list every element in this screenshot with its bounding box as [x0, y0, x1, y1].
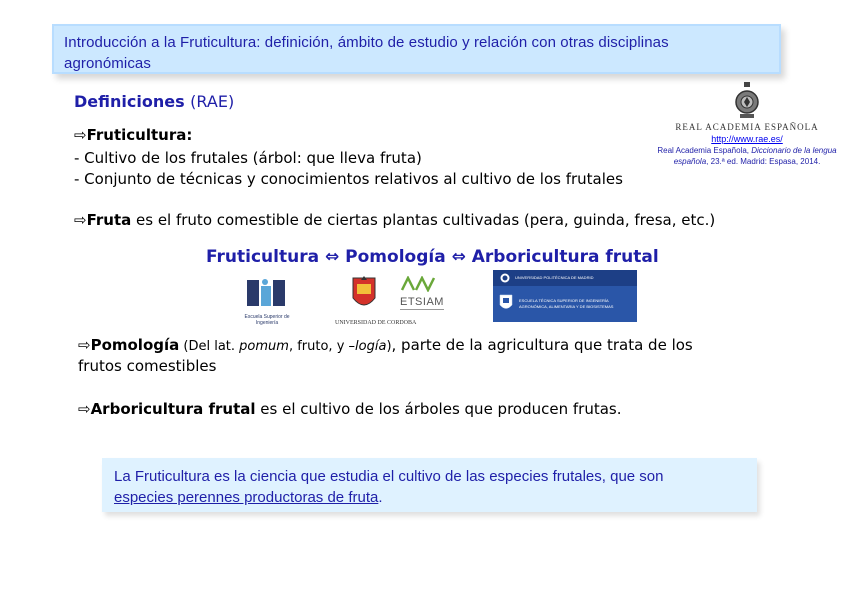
- arboricultura-definition: [78, 400, 622, 418]
- uco-logo: [335, 276, 417, 328]
- summary-box: [102, 458, 757, 512]
- pomologia-text-1: , parte de la agricultura que trata de los: [391, 336, 693, 354]
- upm-crest-icon: [499, 294, 513, 312]
- etsiam-logo: [400, 276, 456, 320]
- uco-logo-label: UNIVERSIDAD DE CORDOBA: [335, 320, 417, 326]
- etsiam-subtext: [400, 309, 444, 316]
- etsiam-label: ETSIAM: [400, 296, 444, 308]
- title-box: [52, 24, 781, 74]
- arrow-icon: ⇨: [74, 211, 87, 229]
- fruticultura-label: Fruticultura:: [86, 126, 193, 144]
- rae-panel: [652, 82, 842, 167]
- rae-name: REAL ACADEMIA ESPAÑOLA: [675, 122, 819, 132]
- title-line-2: agronómicas: [64, 55, 151, 72]
- relation-pomologia: Pomología: [345, 247, 446, 267]
- relation-arboricultura: Arboricultura frutal: [471, 247, 659, 267]
- relation-fruticultura: Fruticultura: [206, 247, 320, 267]
- definitions-heading: [74, 92, 234, 111]
- arrow-icon: ⇨: [74, 126, 87, 144]
- arrow-icon: ⇨: [78, 400, 91, 418]
- page-title: [64, 32, 769, 74]
- upm-line-1: UNIVERSIDAD POLITÉCNICA DE MADRID: [515, 275, 594, 280]
- upm-logo: [493, 270, 637, 322]
- esi-logo-icon: [243, 276, 291, 310]
- double-arrow-icon: ⇔: [324, 247, 340, 267]
- esi-logo: [243, 276, 291, 326]
- fruta-text: es el fruto comestible de ciertas plantas cultivadas (pera, guinda, fresa, etc.): [131, 211, 716, 229]
- rae-cite-post: , 23.ª ed. Madrid: Espasa, 2014.: [706, 157, 821, 166]
- arboricultura-label: Arboricultura frutal: [90, 400, 256, 418]
- arboricultura-text: es el cultivo de los árboles que producen frutas.: [255, 400, 622, 418]
- esi-logo-label: Escuela Superior de Ingeniería: [244, 314, 290, 326]
- pomologia-etym-pomum: pomum: [239, 339, 289, 354]
- fruta-definition: [74, 211, 715, 229]
- pomologia-text-2: frutos comestibles: [78, 357, 217, 375]
- rae-crest-icon: [734, 82, 760, 120]
- summary-line-1: La Fruticultura es la ciencia que estudia el cultivo de las especies frutales, que son: [114, 468, 664, 485]
- definitions-suffix: (RAE): [190, 92, 235, 111]
- relation-line: [206, 247, 659, 267]
- rae-link[interactable]: http://www.rae.es/: [711, 134, 783, 144]
- definitions-label: Definiciones: [74, 92, 185, 111]
- fruticultura-def-1: - Cultivo de los frutales (árbol: que lleva fruta): [74, 149, 422, 167]
- pomologia-label: Pomología: [90, 336, 180, 354]
- etsiam-mark-icon: [400, 276, 440, 292]
- double-arrow-icon: ⇔: [451, 247, 466, 267]
- uco-crest-icon: [335, 276, 393, 316]
- pomologia-etym-logia: –logía: [348, 339, 387, 354]
- rae-citation: [652, 145, 842, 167]
- upm-line-2: ESCUELA TÉCNICA SUPERIOR DE INGENIERÍA: [519, 298, 609, 303]
- summary-text: [114, 466, 745, 508]
- pomologia-etym-open: (Del lat.: [179, 339, 240, 354]
- rae-cite-italic: Diccionario de la lengua española: [673, 146, 837, 166]
- pomologia-definition: [78, 336, 693, 354]
- rae-cite-pre: Real Academia Española,: [657, 146, 752, 155]
- upm-text: [519, 298, 613, 310]
- fruticultura-def-2: - Conjunto de técnicas y conocimientos relativos al cultivo de los frutales: [74, 170, 623, 188]
- pomologia-etym-close: ): [386, 339, 392, 354]
- summary-period: .: [378, 489, 383, 506]
- upm-line-3: AGRONÓMICA, ALIMENTARIA Y DE BIOSISTEMAS: [519, 304, 614, 309]
- arrow-icon: ⇨: [78, 336, 91, 354]
- upm-seal-icon: [500, 273, 510, 283]
- summary-underlined: especies perennes productoras de fruta: [114, 489, 379, 506]
- pomologia-etym-mid: , fruto, y: [288, 339, 349, 354]
- fruticultura-term: [74, 126, 192, 144]
- title-line-1: Introducción a la Fruticultura: definición, ámbito de estudio y relación con otras disciplinas: [64, 34, 669, 51]
- fruta-label: Fruta: [86, 211, 132, 229]
